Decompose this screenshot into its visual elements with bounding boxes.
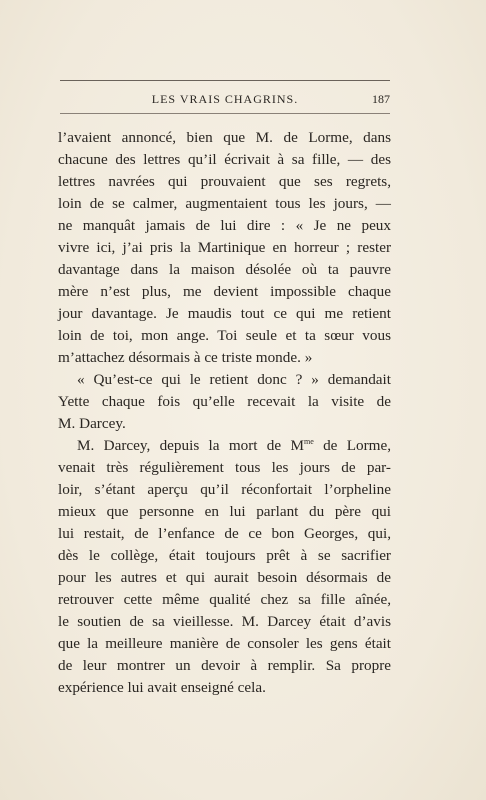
text-line: l’avaient annoncé, bien que M. de Lorme, dans [58, 129, 391, 146]
text-line: loin de toi, mon ange. Toi seule et ta sœur vous [58, 327, 391, 344]
text-line: m’attachez désormais à ce triste monde. » [58, 349, 313, 366]
text-line: que la meilleure manière de consoler les gens était [58, 635, 391, 652]
text-line: pour les autres et qui aurait besoin désormais de [58, 569, 391, 586]
running-head [60, 90, 390, 108]
text-line: mieux que personne en lui parlant du père qui [58, 503, 391, 520]
text-line: ne manquât jamais de lui dire : « Je ne peux [58, 217, 391, 234]
text-line: expérience lui avait enseigné cela. [58, 679, 266, 696]
text-line: M. Darcey. [58, 415, 126, 432]
text-line: Yette chaque fois qu’elle recevait la visite de [58, 393, 391, 410]
text-line: venait très régulièrement tous les jours de par- [58, 459, 391, 476]
superscript: me [303, 437, 314, 446]
text-line: « Qu’est-ce qui le retient donc ? » demandait [77, 371, 391, 388]
running-title: LES VRAIS CHAGRINS. [151, 92, 299, 106]
text-line: davantage dans la maison désolée où ta pauvre [58, 261, 391, 278]
text-line: chacune des lettres qu’il écrivait à sa fille, — des [58, 151, 391, 168]
text-line: retrouver cette même qualité chez sa fille aînée, [58, 591, 391, 608]
text-line: loin de se calmer, augmentaient tous les jours, — [58, 195, 391, 212]
text-line: jour davantage. Je maudis tout ce qui me retient [58, 305, 391, 322]
text-line: le soutien de sa vieillesse. M. Darcey était d’avis [58, 613, 391, 630]
page-number: 187 [372, 92, 390, 106]
text-line: lui restait, de l’enfance de ce bon Georges, qui, [58, 525, 391, 542]
text-line: vivre ici, j’ai pris la Martinique en horreur ; rester [58, 239, 391, 256]
text-line: de leur montrer un devoir à remplir. Sa propre [58, 657, 391, 674]
text-line: mère n’est plus, me devient impossible chaque [58, 283, 391, 300]
top-rule [60, 80, 390, 81]
text-line: M. Darcey, depuis la mort de $M^{me}$ de Lorme, [77, 437, 391, 454]
header-rule [60, 113, 390, 114]
text-line: lettres navrées qui prouvaient que ses regrets, [58, 173, 391, 190]
text-line: dès le collège, était toujours prêt à se sacrifier [58, 547, 391, 564]
body-text [58, 127, 391, 699]
text-line: loir, s’étant aperçu qu’il réconfortait l’orpheline [58, 481, 391, 498]
